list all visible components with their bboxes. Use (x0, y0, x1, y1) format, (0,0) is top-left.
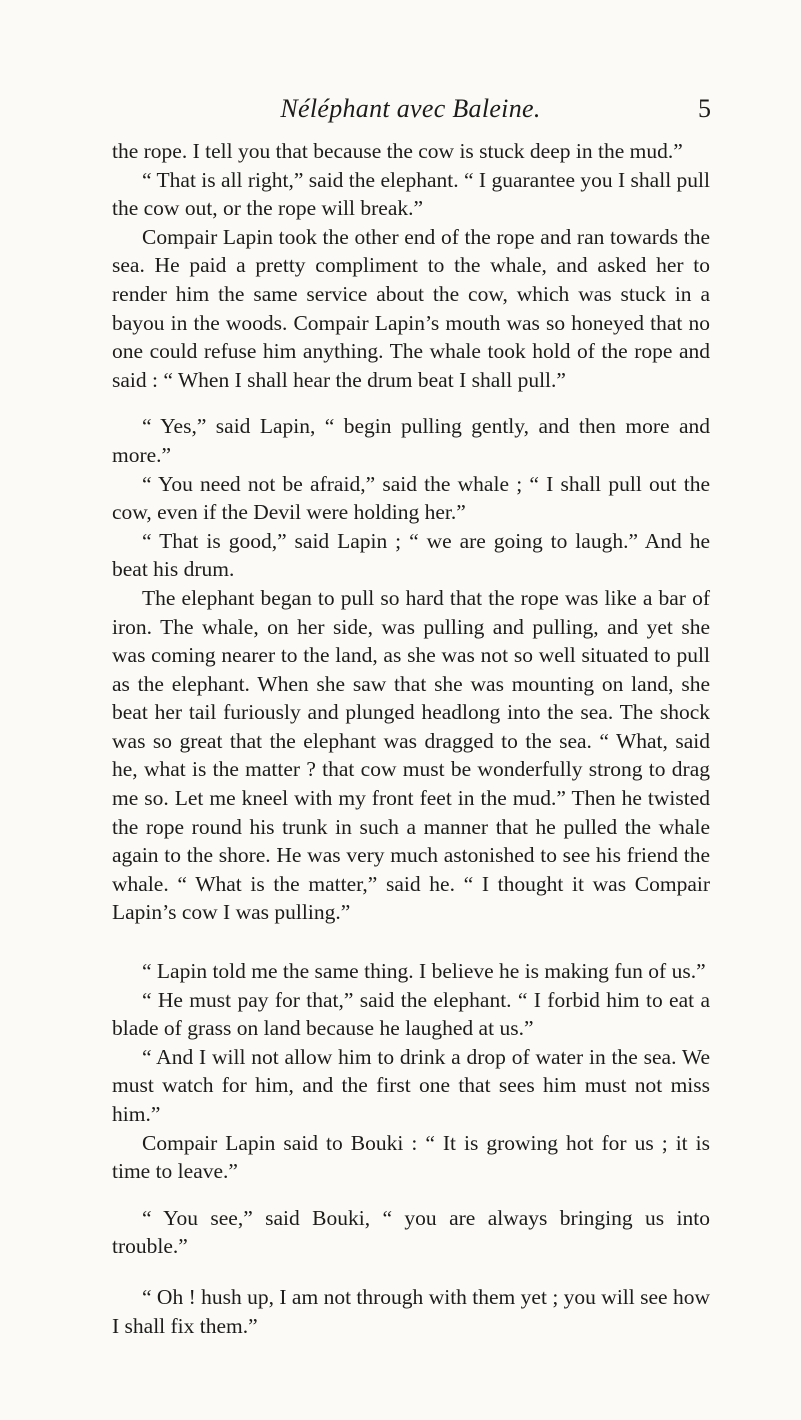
running-head (110, 92, 711, 126)
body-text (112, 137, 710, 1340)
paragraph: Compair Lapin took the other end of the rope and ran towards the sea. He paid a pretty compliment to the whale, and asked her to render him the same service about the cow, which was stuck in a bayou in the woods. Compair Lapin’s mouth was so honeyed that no one could refuse him anything. The whale took hold of the rope and said : “ When I shall hear the drum beat I shall pull.” (112, 224, 710, 392)
paragraph: “ He must pay for that,” said the elephant. “ I forbid him to eat a blade of grass on land because he laughed at us.” (112, 987, 710, 1041)
paragraph: Compair Lapin said to Bouki : “ It is growing hot for us ; it is time to leave.” (112, 1130, 710, 1184)
paragraph: the rope. I tell you that because the cow is stuck deep in the mud.” (112, 139, 683, 163)
paragraph: The elephant began to pull so hard that the rope was like a bar of iron. The whale, on her side, was pulling and pulling, and yet she was coming nearer to the land, as she was not so well situated to pull as the elephant. When she saw that she was mounting on land, she beat her tail furiously and plunged headlong into the sea. The shock was so great that the elephant was dragged to the sea. “ What, said he, what is the matter ? that cow must be wonderfully strong to drag me so. Let me kneel with my front feet in the mud.” Then he twisted the rope round his trunk in such a manner that he pulled the whale again to the shore. He was very much astonished to see his friend the whale. “ What is the matter,” said he. “ I thought it was Compair Lapin’s cow I was pulling.” (112, 585, 710, 925)
paragraph: “ And I will not allow him to drink a drop of water in the sea. We must watch for him, and the first one that sees him must not miss him.” (112, 1044, 710, 1126)
running-title: Néléphant avec Baleine. (280, 94, 541, 123)
paragraph: “ Oh ! hush up, I am not through with them yet ; you will see how I shall fix them.” (112, 1284, 710, 1338)
paragraph: “ You see,” said Bouki, “ you are always bringing us into trouble.” (112, 1205, 710, 1259)
paragraph: “ That is all right,” said the elephant. “ I guarantee you I shall pull the cow out, or the rope will break.” (112, 167, 710, 221)
page-number: 5 (698, 94, 711, 123)
paragraph: “ Lapin told me the same thing. I believe he is making fun of us.” (142, 959, 706, 984)
paragraph: “ That is good,” said Lapin ; “ we are going to laugh.” And he beat his drum. (112, 528, 710, 582)
paragraph: “ Yes,” said Lapin, “ begin pulling gently, and then more and more.” (112, 414, 710, 467)
paragraph: “ You need not be afraid,” said the whale ; “ I shall pull out the cow, even if the Devil were holding her.” (112, 471, 710, 525)
